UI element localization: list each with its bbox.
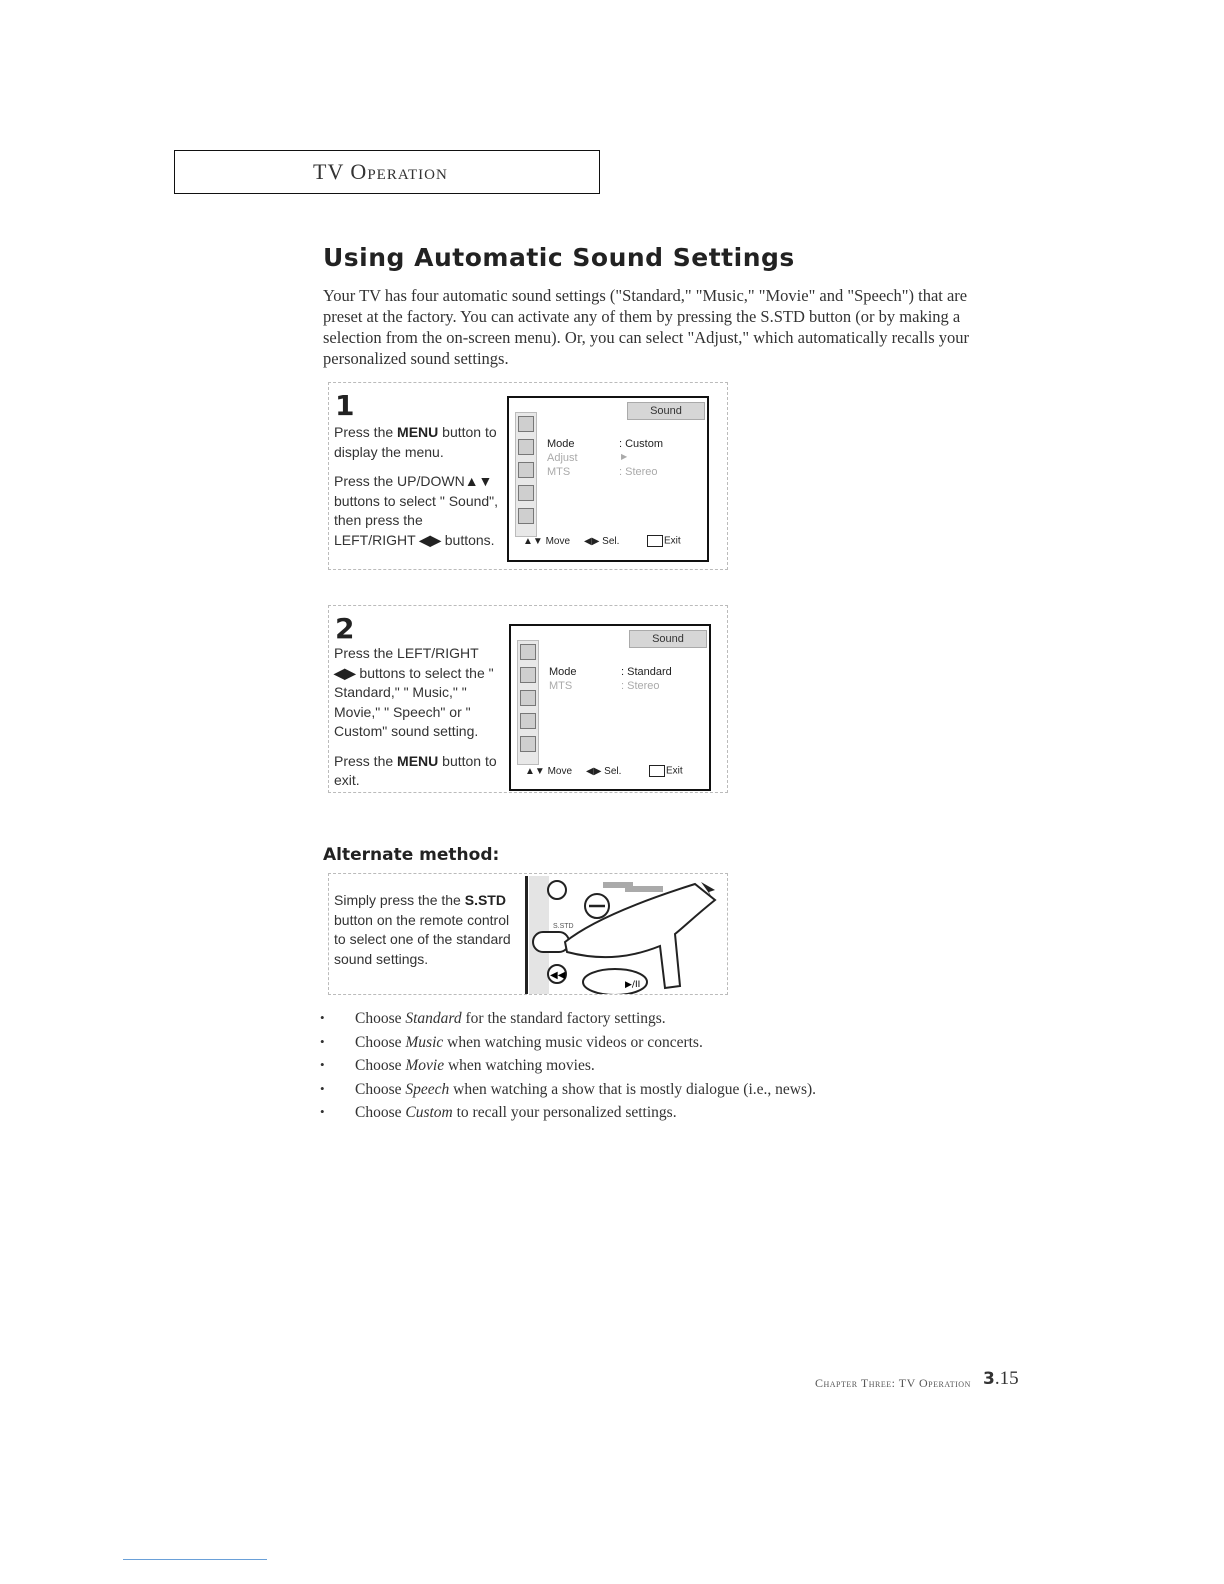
list-item: • Choose Music when watching music videos or concerts. (320, 1034, 1020, 1058)
osd-exit-hint: Exit (647, 535, 681, 547)
list-item: • Choose Speech when watching a show that is mostly dialogue (i.e., news). (320, 1081, 1020, 1105)
sound-mode-list (320, 1010, 1020, 1128)
page-title: Using Automatic Sound Settings (323, 243, 795, 272)
osd-screen (507, 396, 709, 562)
list-item: • Choose Standard for the standard factory settings. (320, 1010, 1020, 1034)
osd-move-hint: ▲▼ Move (523, 536, 571, 547)
osd-sel-hint: ◀▶ Sel. (586, 766, 622, 777)
osd-row-mode-value: : Standard (621, 666, 672, 678)
osd-row-mode: Mode (549, 666, 577, 678)
setup-icon (520, 713, 536, 729)
menu-icon (649, 765, 665, 777)
step-1-instructions: Press the MENU button to display the menu. Press the UP/DOWN▲▼ buttons to select " Sound", then press the LEFT/RIGHT ◀▶ buttons. (334, 424, 499, 548)
step-number: 1 (335, 389, 355, 422)
alternate-method-heading: Alternate method: (323, 845, 500, 865)
input-icon (518, 508, 534, 524)
osd-row-adjust-arrow: ▶ (621, 452, 628, 461)
osd-sound-tab: Sound (629, 630, 707, 648)
footer-chapter: Chapter Three: TV Operation (815, 1376, 971, 1390)
remote-body-edge (525, 876, 528, 994)
osd-row-mts-value: : Stereo (619, 466, 658, 478)
page-number: 3.15 (983, 1368, 1019, 1389)
rewind-icon: ◀◀ (550, 970, 566, 981)
picture-icon (518, 416, 534, 432)
osd-move-hint: ▲▼ Move (525, 766, 573, 777)
step-2-panel (328, 605, 728, 793)
step-number: 2 (335, 612, 355, 645)
sound-icon (518, 439, 534, 455)
bottom-divider (123, 1559, 267, 1560)
section-header-title: TV Operation (313, 159, 448, 184)
osd-row-mts: MTS (547, 466, 571, 478)
osd-screen (509, 624, 711, 791)
alternate-panel (328, 873, 728, 995)
osd-row-adjust: Adjust (547, 452, 578, 464)
s-std-label: S.STD (553, 923, 574, 930)
osd-sound-tab: Sound (627, 402, 705, 420)
list-item: • Choose Movie when watching movies. (320, 1057, 1020, 1081)
osd-exit-hint: Exit (649, 765, 683, 777)
input-icon (520, 736, 536, 752)
remote-button-top (548, 881, 566, 899)
osd-sel-hint: ◀▶ Sel. (584, 536, 620, 547)
step-1-panel (328, 382, 728, 570)
osd-row-mts-value: : Stereo (621, 680, 660, 692)
osd-sidebar (517, 640, 539, 765)
menu-icon (647, 535, 663, 547)
picture-icon (520, 644, 536, 660)
remote-button-bar (625, 886, 663, 892)
list-item: • Choose Custom to recall your personalized settings. (320, 1104, 1020, 1128)
sound-icon (520, 667, 536, 683)
s-std-button (533, 932, 569, 952)
osd-row-mode-value: : Custom (619, 438, 664, 450)
channel-icon (518, 462, 534, 478)
setup-icon (518, 485, 534, 501)
channel-icon (520, 690, 536, 706)
osd-sidebar (515, 412, 537, 537)
play-pause-icon: ▶/II (625, 980, 641, 990)
remote-control-illustration (525, 876, 725, 994)
alternate-instructions: Simply press the the S.STD button on the remote control to select one of the standard sound settings. (334, 892, 511, 967)
intro-paragraph: Your TV has four automatic sound settings ("Standard," "Music," "Movie" and "Speech") that are preset at the factory. You can activate any of them by pressing the S.STD button (or by making a selection from the on-screen menu). Or, you can select "Adjust," which automatically recalls your personalized sound settings. (323, 286, 970, 368)
osd-row-mts: MTS (549, 680, 573, 692)
osd-row-mode: Mode (547, 438, 575, 450)
section-header-box (174, 150, 600, 194)
step-2-instructions: Press the LEFT/RIGHT ◀▶ buttons to select the " Standard," " Music," " Movie," " Speech" or " Custom" sound setting. Press the MENU button to exit. (334, 645, 497, 788)
